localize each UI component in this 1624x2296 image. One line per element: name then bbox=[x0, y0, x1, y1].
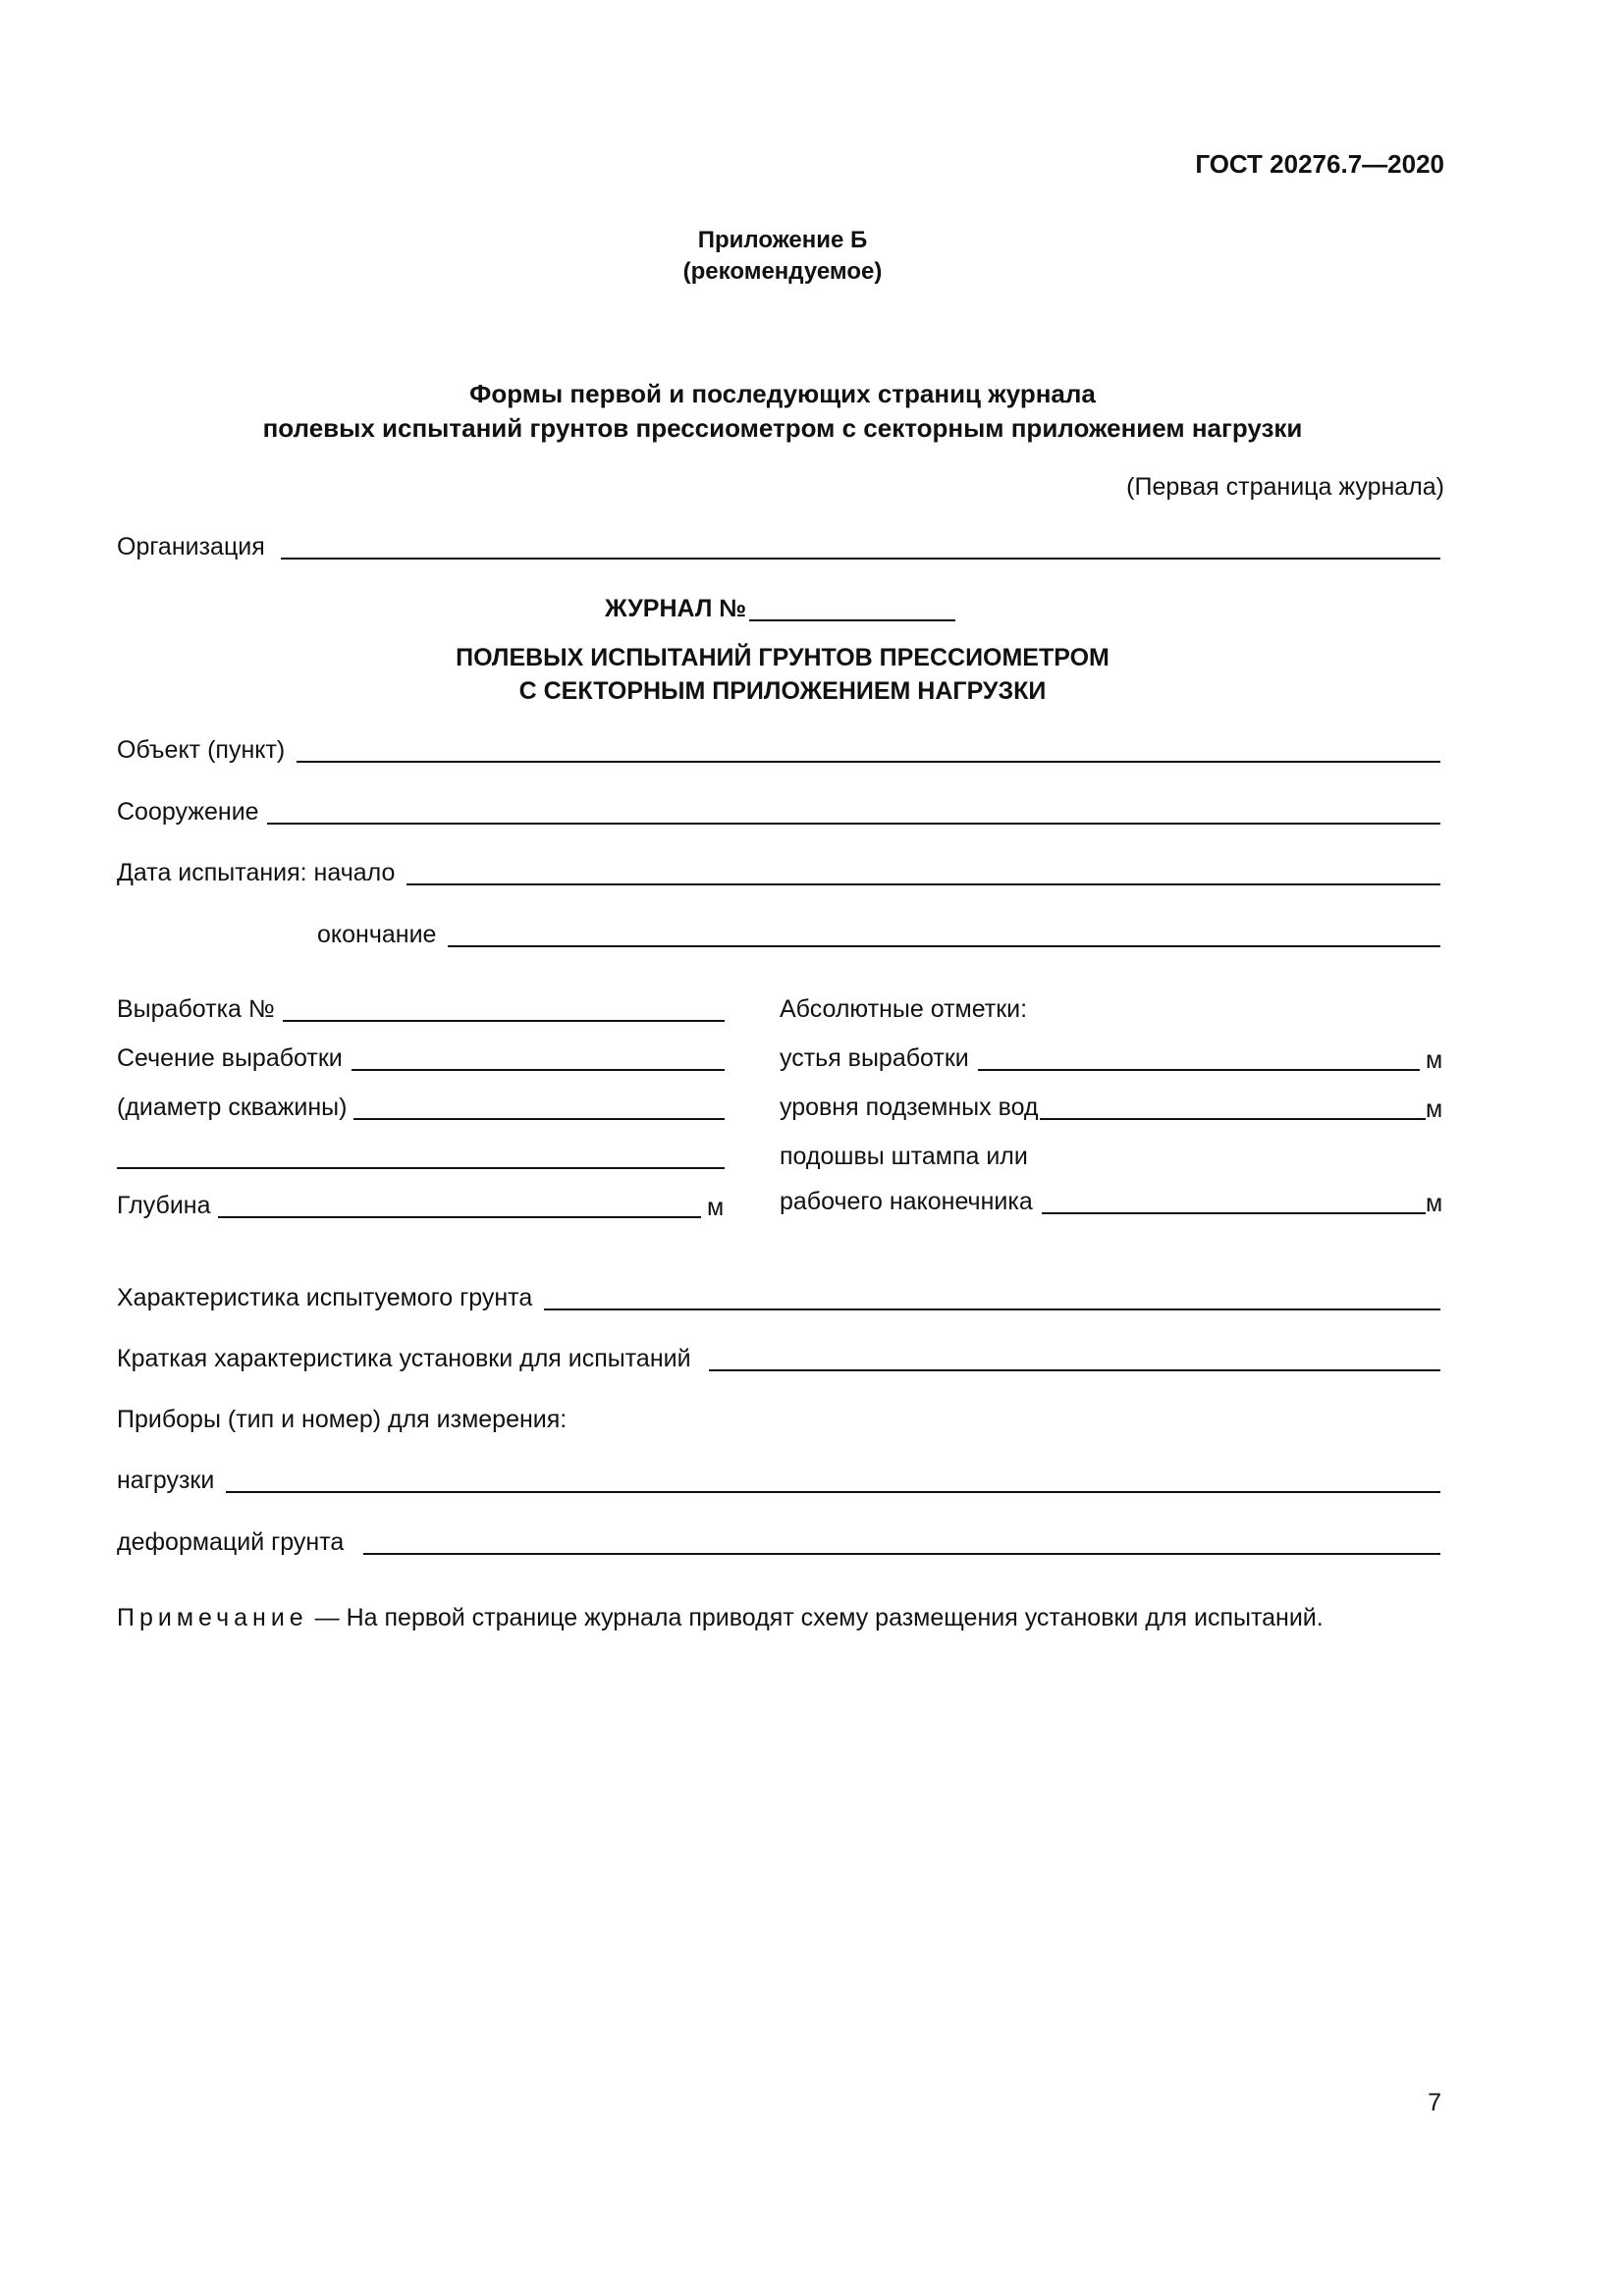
note bbox=[117, 1602, 1324, 1633]
section-field[interactable] bbox=[352, 1069, 725, 1071]
note-text: — На первой странице журнала приводят схему размещения установки для испытаний. bbox=[314, 1604, 1324, 1631]
standard-number: ГОСТ 20276.7—2020 bbox=[1195, 149, 1444, 179]
structure-label: Сооружение bbox=[117, 798, 259, 826]
section-title-line2: полевых испытаний грунтов прессиометром с секторным приложением нагрузки bbox=[262, 413, 1303, 443]
page-note: (Первая страница журнала) bbox=[1126, 473, 1444, 501]
deformation-label: деформаций грунта bbox=[117, 1528, 345, 1556]
excavation-label: Выработка № bbox=[117, 995, 275, 1023]
appendix-status: (рекомендуемое) bbox=[682, 258, 883, 285]
stamp-label-line1: подошвы штампа или bbox=[780, 1143, 1028, 1170]
soil-characteristic-label: Характеристика испытуемого грунта bbox=[117, 1284, 533, 1311]
organization-field[interactable] bbox=[281, 558, 1440, 560]
stamp-unit: м bbox=[1426, 1190, 1443, 1217]
groundwater-label: уровня подземных вод bbox=[780, 1094, 1039, 1121]
organization-label: Организация bbox=[117, 533, 265, 561]
diameter-label: (диаметр скважины) bbox=[117, 1094, 348, 1121]
absolute-marks-label: Абсолютные отметки: bbox=[780, 995, 1028, 1023]
groundwater-unit: м bbox=[1426, 1095, 1443, 1123]
installation-label: Краткая характеристика установки для испытаний bbox=[117, 1345, 691, 1372]
deformation-instrument-field[interactable] bbox=[363, 1553, 1440, 1555]
groundwater-field[interactable] bbox=[1040, 1118, 1426, 1120]
test-date-start-field[interactable] bbox=[406, 883, 1440, 885]
depth-unit: м bbox=[707, 1194, 725, 1221]
journal-label: ЖУРНАЛ № bbox=[605, 595, 747, 622]
appendix-title: Приложение Б bbox=[697, 227, 868, 253]
test-date-start-label: Дата испытания: начало bbox=[117, 859, 396, 886]
mouth-field[interactable] bbox=[978, 1069, 1420, 1071]
object-field[interactable] bbox=[297, 761, 1440, 763]
section-label: Сечение выработки bbox=[117, 1044, 343, 1072]
excavation-number-field[interactable] bbox=[283, 1020, 725, 1022]
note-prefix: Примечание bbox=[117, 1604, 308, 1631]
object-label: Объект (пункт) bbox=[117, 736, 286, 764]
journal-title-line1: ПОЛЕВЫХ ИСПЫТАНИЙ ГРУНТОВ ПРЕССИОМЕТРОМ bbox=[456, 644, 1110, 671]
section-title-line1: Формы первой и последующих страниц журнала bbox=[469, 379, 1096, 408]
stamp-label-line2: рабочего наконечника bbox=[780, 1188, 1033, 1215]
diameter-field[interactable] bbox=[353, 1118, 725, 1120]
extra-field[interactable] bbox=[117, 1167, 725, 1169]
page-number: 7 bbox=[1428, 2089, 1441, 2116]
load-label: нагрузки bbox=[117, 1467, 215, 1494]
depth-label: Глубина bbox=[117, 1192, 211, 1219]
mouth-label: устья выработки bbox=[780, 1044, 969, 1072]
mouth-unit: м bbox=[1426, 1046, 1443, 1074]
test-date-end-label: окончание bbox=[317, 921, 437, 948]
soil-characteristic-field[interactable] bbox=[544, 1308, 1440, 1310]
load-instrument-field[interactable] bbox=[226, 1491, 1440, 1493]
journal-number-field[interactable] bbox=[749, 619, 955, 621]
structure-field[interactable] bbox=[267, 823, 1440, 825]
stamp-field[interactable] bbox=[1042, 1212, 1426, 1214]
depth-field[interactable] bbox=[218, 1216, 701, 1218]
instruments-label: Приборы (тип и номер) для измерения: bbox=[117, 1406, 568, 1433]
journal-title-line2: С СЕКТОРНЫМ ПРИЛОЖЕНИЕМ НАГРУЗКИ bbox=[518, 677, 1047, 705]
installation-field[interactable] bbox=[709, 1369, 1440, 1371]
test-date-end-field[interactable] bbox=[448, 945, 1440, 947]
